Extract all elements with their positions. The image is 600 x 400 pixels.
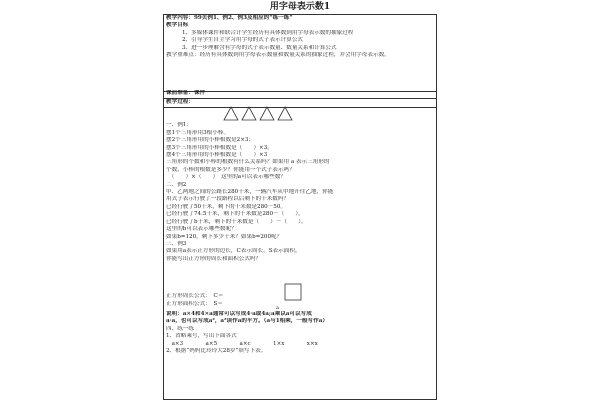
triangles-figure — [222, 105, 302, 121]
ex1-line: 摆4个三角形用的小棒根数是（ ）×3 — [166, 152, 268, 159]
triangle-2 — [242, 107, 256, 120]
ex2-line: 甲、乙两地之间的公路长280千米，一辆汽车从甲地开往乙地，你能 — [166, 189, 334, 196]
triangle-3 — [260, 107, 274, 120]
ex3-label: 三、例3 — [166, 240, 187, 247]
page-title: 用字母表示数1 — [269, 2, 331, 12]
ex2-line: 已经行驶了74.5千米，剩下的千米数是280－（ ）。 — [166, 211, 304, 218]
square-figure — [284, 283, 302, 301]
note-line: 说明：a×4和4×a通常可以写成4·a或4a;a乘以a可以写成 — [166, 310, 312, 317]
practice-line: a×3 a×5 a×c 1×x x×x — [166, 340, 318, 347]
square-side-label: a — [276, 305, 279, 311]
process-box — [163, 99, 437, 400]
process-label: 教学过程： — [166, 99, 194, 105]
ex2-label: 二、例2 — [166, 181, 187, 188]
ex1-line: 摆1个三角形用3根小棒。 — [166, 129, 230, 136]
formula-perimeter: 正方形周长公式： C＝ — [166, 293, 224, 300]
ex2-line: 这里的b可以表示哪些数呢？ — [166, 226, 237, 233]
practice-line: 2、根据“妈妈比玲玲大28岁”填写下表。 — [166, 347, 267, 354]
content-line: 教学内容：99页例1、例2、例3及相应的“练一练” — [166, 15, 293, 21]
note-line: a·a，也可以写成a²，a²读作a的平方。（a与1相乘，一般写作a） — [166, 318, 328, 325]
ex2-line: 已经行驶了50千米，剩下的千米数是280－50。 — [166, 203, 287, 210]
formula-area: 正方形面积公式： S＝ — [166, 300, 223, 307]
goal-item: 2、引导学生自主学习用字母的式子表示计算公式 — [182, 37, 304, 44]
prep-box — [163, 90, 437, 99]
goal-label: 教学目标 — [166, 22, 189, 29]
ex3-line: 你能写出正方形的周长和面积公式吗？ — [166, 255, 262, 262]
ex3-line: 如果用a表示正方形的边长，C表示周长，S表示面积。 — [166, 248, 301, 255]
ex1-line: （ ）×（ ） 这里的a可以表示哪些数？ — [166, 174, 286, 181]
header-box — [163, 14, 437, 92]
practice-label: 四、练一练 — [166, 325, 194, 332]
lesson-plan-page — [163, 0, 437, 400]
ex1-line: 三角形的个数和小棒的根数有什么关系吗？如果用 a 表示三角形的 — [166, 159, 330, 166]
ex1-line: 个数，小棒的根数是多少？你能用一个式子表示吗？ — [166, 166, 295, 173]
goal-item: 3、进一步理解含有字母的式子表示数量、数量关系和计算公式 — [182, 44, 337, 51]
triangle-1 — [224, 107, 238, 120]
key-points: 教学重难点：经历有具体数到用字母表示数量和数量关系的抽象过程，并会用字母表示数。 — [166, 52, 390, 59]
ex2-line: 如果b=120，剩下多少千米？如果b=200呢？ — [166, 233, 283, 240]
triangle-4 — [278, 107, 292, 120]
ex1-line: 摆2个三角形用的小棒根数是2×3； — [166, 137, 255, 144]
ex2-line: 用式子表示行驶了一段路程以后剩下的千米数吗？ — [166, 196, 290, 203]
ex1-line: 摆3个三角形用的小棒根数是（ ）×3。 — [166, 144, 273, 151]
prep-line: 课前准备：课件 — [166, 90, 206, 96]
practice-line: 1、省略乘号，写出下面各式 — [166, 333, 237, 340]
goal-item: 1、多媒体课件和联合计学生经历有具体数到用字母表示数的抽象过程 — [182, 29, 354, 36]
ex2-line: 已经行驶了b千米，剩下的千米数是（ ）－（ ）。 — [166, 218, 307, 225]
ex1-label: 一、例1： — [166, 122, 192, 129]
